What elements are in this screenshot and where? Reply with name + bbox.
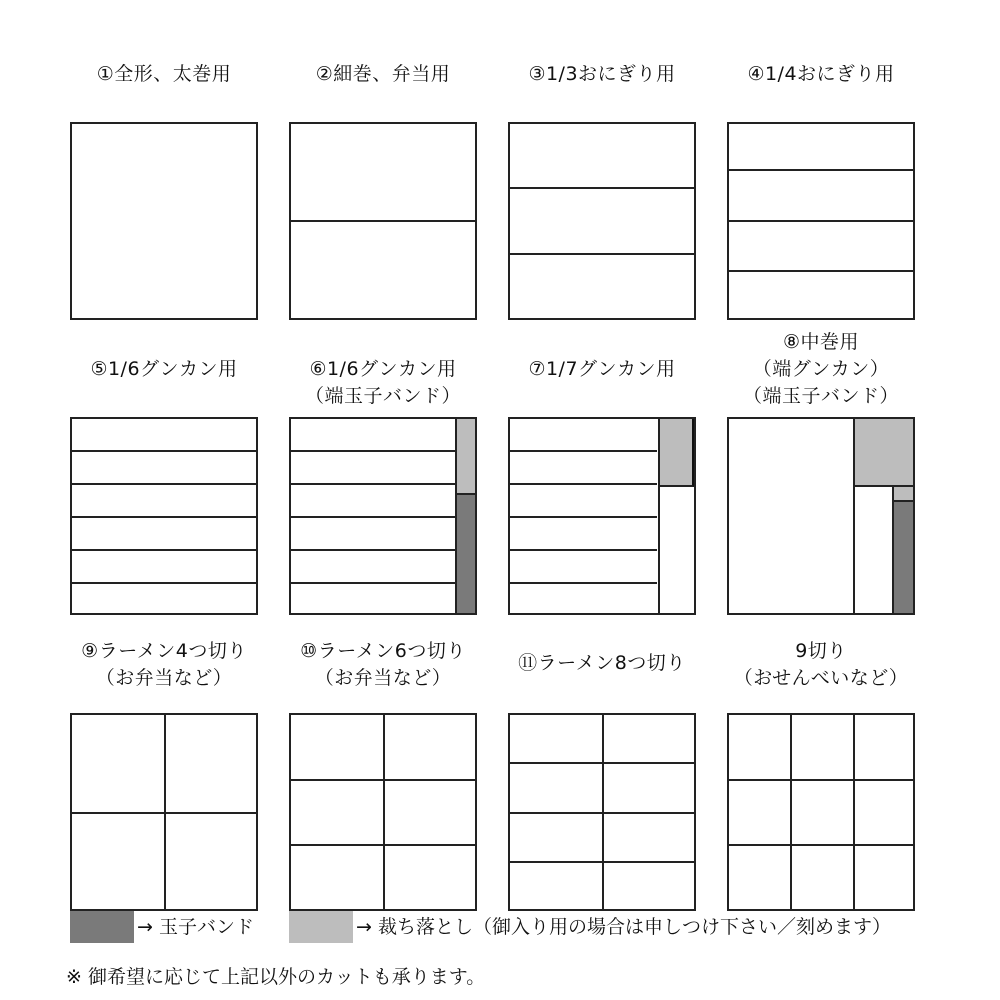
cut-line: [510, 483, 657, 485]
trim-off-legend: → 裁ち落とし（御入り用の場合は申しつけ下さい／刻めます）: [356, 916, 891, 938]
cut-diagram-7-sevenths: [508, 417, 696, 615]
cut-6-label: ⑥1/6グンカン用: [309, 358, 457, 380]
cut-diagram-8-chumaki: [727, 417, 915, 615]
cut-9-sublabel: （お弁当など）: [95, 667, 233, 689]
cut-7-label: ⑦1/7グンカン用: [528, 358, 676, 380]
tamago-band-region: [894, 502, 913, 613]
cut-11-label: ⑪ラーメン8つ切り: [518, 652, 686, 674]
cut-line: [729, 169, 913, 171]
cut-line: [72, 549, 256, 551]
cut-line: [510, 187, 694, 189]
cut-10-sublabel: （お弁当など）: [314, 667, 452, 689]
cut-line: [291, 516, 455, 518]
tamago-band-region: [457, 493, 475, 613]
cut-1-label: ①全形、太巻用: [96, 63, 232, 85]
cut-line: [291, 450, 455, 452]
cut-title-4: [691, 61, 951, 88]
cut-line: [291, 483, 455, 485]
cut-line: [72, 582, 256, 584]
cut-6-sublabel: （端玉子バンド）: [304, 385, 461, 407]
cut-line: [729, 220, 913, 222]
cut-diagram-10-six-grid: [289, 713, 477, 911]
cut-2-label: ②細巻、弁当用: [315, 63, 451, 85]
cut-line: [510, 582, 657, 584]
cut-diagram-11-eight-grid: [508, 713, 696, 911]
trim-off-region: [457, 419, 475, 493]
cut-5-label: ⑤1/6グンカン用: [90, 358, 238, 380]
trim-off-small-region: [894, 487, 913, 502]
cut-8-sublabel-1: （端グンカン）: [752, 358, 890, 380]
cut-diagram-3-thirds: [508, 122, 696, 320]
cut-line: [291, 220, 475, 222]
cut-line: [602, 715, 604, 909]
cut-line: [72, 516, 256, 518]
cut-diagram-12-nine-grid: [727, 713, 915, 911]
cut-line: [790, 715, 792, 909]
cut-diagram-4-quarters: [727, 122, 915, 320]
cut-line: [510, 450, 657, 452]
trim-off-swatch: [289, 911, 353, 943]
cut-line: [72, 483, 256, 485]
cut-line: [853, 715, 855, 909]
trim-off-region: [660, 419, 694, 487]
cut-9-label: ⑨ラーメン4つ切り: [81, 640, 247, 662]
cut-line: [729, 779, 913, 781]
cut-line: [510, 253, 694, 255]
cut-diagram-1-whole: [70, 122, 258, 320]
cut-12-label: 9切り: [795, 640, 847, 662]
cut-diagram-6-sixths-tamago: [289, 417, 477, 615]
cut-diagram-9-four-grid: [70, 713, 258, 911]
tamago-band-swatch: [70, 911, 134, 943]
cut-4-label: ④1/4おにぎり用: [747, 63, 895, 85]
cut-8-label: ⑧中巻用: [782, 331, 860, 353]
cut-diagram-2-halves: [289, 122, 477, 320]
cut-10-label: ⑩ラーメン6つ切り: [300, 640, 466, 662]
cut-title-8: [691, 329, 951, 410]
cut-line: [729, 270, 913, 272]
cut-3-label: ③1/3おにぎり用: [528, 63, 676, 85]
cut-line: [164, 715, 166, 909]
cut-line: [291, 549, 455, 551]
cut-line: [510, 549, 657, 551]
cut-diagram-5-sixths: [70, 417, 258, 615]
cut-line: [291, 582, 455, 584]
cut-12-sublabel: （おせんべいなど）: [733, 667, 909, 689]
cut-line: [383, 715, 385, 909]
trim-off-region: [855, 419, 913, 487]
footer-note: ※ 御希望に応じて上記以外のカットも承ります。: [66, 966, 486, 988]
cut-line: [729, 844, 913, 846]
cut-8-sublabel-2: （端玉子バンド）: [742, 385, 899, 407]
cut-line: [510, 516, 657, 518]
cut-line: [72, 450, 256, 452]
tamago-band-legend: → 玉子バンド: [137, 916, 254, 938]
cut-title-12: [691, 638, 951, 692]
